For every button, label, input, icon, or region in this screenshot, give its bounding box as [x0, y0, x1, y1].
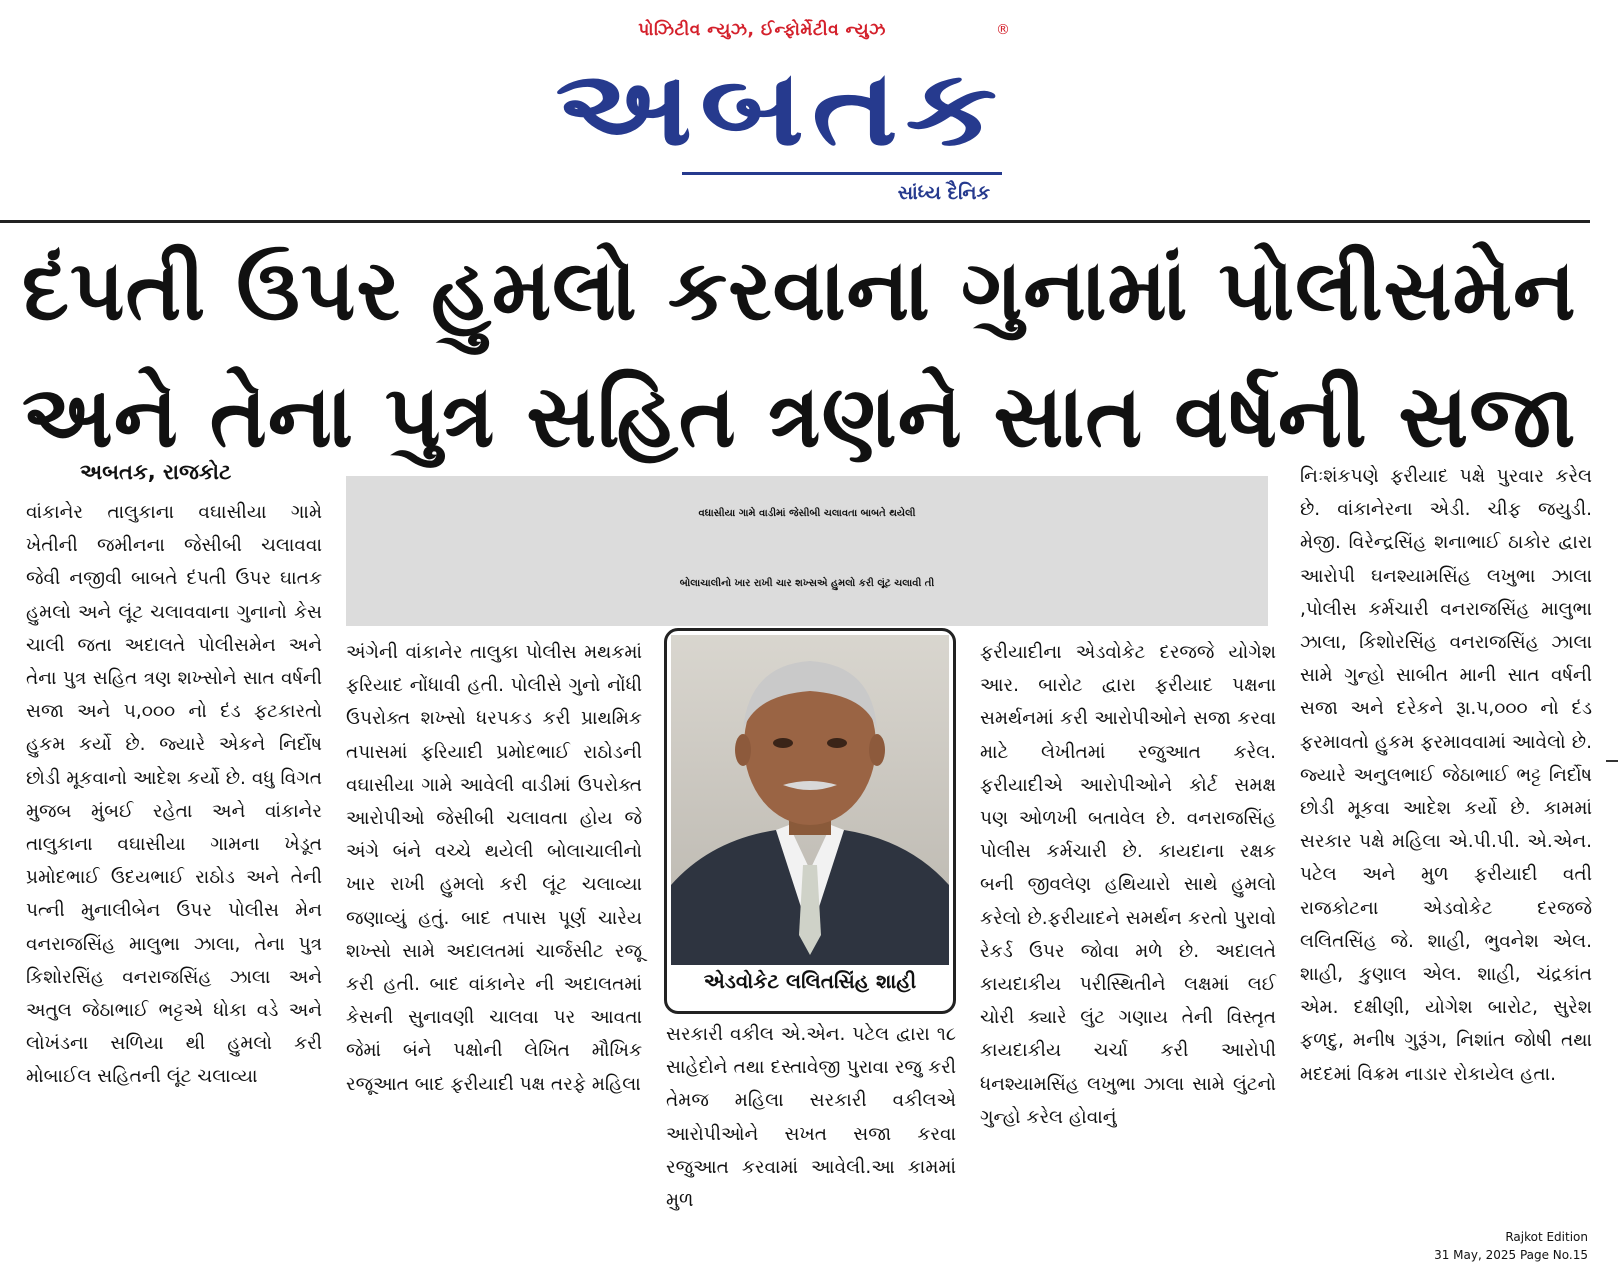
newspaper-logo: અબતક	[555, 47, 1005, 169]
column-1-text: વાંકાનેર તાલુકાના વઘાસીયા ગામે ખેતીની જમીનના જેસીબી ચલાવવા જેવી નજીવી બાબતે દંપતી ઉપર ઘાતક હુમલો અને લૂંટ ચલાવવાના ગુનાનો કેસ ચાલી જતા અદાલતે પોલીસમેન અને તેના પુત્ર સહિત ત્રણ શખ્સોને સાત વર્ષની સજા અને ૫,૦૦૦ નો દંડ ફટકારતો હુકમ કર્યો છે. જ્યારે એકને નિર્દોષ છોડી મૂકવાનો આદેશ કર્યો છે. વધુ વિગત મુજબ મુંબઈ રહેતા અને વાંકાનેર તાલુકાના વઘાસીયા ગામના ખેડૂત પ્રમોદભાઈ ઉદયભાઈ રાઠોડ અને તેની પત્ની મુનાલીબેન ઉપર પોલીસ મેન વનરાજસિંહ માલુભા ઝાલા, તેના પુત્ર કિશોરસિંહ વનરાજસિંહ ઝાલા અને અતુલ જેઠાભાઈ ભટ્ટએ ધોકા વડે અને લોખંડના સળિયા થી હુમલો કરી મોબાઈલ સહિતની લૂંટ ચલાવ્યા	[26, 502, 322, 1088]
headline-line-1: દંપતી ઉપર હુમલો કરવાના ગુનામાં પોલીસમેન	[22, 241, 1577, 339]
column-2-text: અંગેની વાંકાનેર તાલુકા પોલીસ મથકમાં ફરિયાદ નોંધાવી હતી. પોલીસે ગુનો નોંધી ઉપરોક્ત શખ્સો ધરપકડ કરી પ્રાથમિક તપાસમાં ફરિયાદી પ્રમોદભાઈ રાઠોડની વઘાસીયા ગામે આવેલી વાડીમાં ઉપરોક્ત આરોપીઓ જેસીબી ચલાવતા હોય જે અંગે બંને વચ્ચે થયેલી બોલાચાલીનો ખાર રાખી હુમલો કરી લૂંટ ચલાવ્યા જણાવ્યું હતું. બાદ તપાસ પૂર્ણ ચારેય શખ્સો સામે અદાલતમાં ચાર્જસીટ રજૂ કરી હતી. બાદ વાંકાનેર ની અદાલતમાં કેસની સુનાવણી ચાલવા પર આવતા જેમાં બંને પક્ષોની લેખિત મૌખિક રજૂઆત બાદ ફરીયાદી પક્ષ તરફે મહિલા	[346, 642, 642, 1095]
subheadline-box	[346, 476, 1268, 626]
article-column-5	[1300, 460, 1592, 1091]
headline-line-2: અને તેના પુત્ર સહિત ત્રણને સાત વર્ષની સજા	[22, 367, 1577, 467]
page-edge-mark	[1606, 760, 1618, 762]
footer-date-page: 31 May, 2025 Page No.15	[1434, 1248, 1588, 1262]
page-footer	[1434, 1228, 1588, 1264]
subheadline-line-1: વઘાસીયા ગામે વાડીમાં જેસીબી ચલાવતા બાબતે થયેલી	[698, 508, 916, 519]
masthead-tagline: પોઝિટીવ ન્યુઝ, ઈન્ફોર્મેટીવ ન્યુઝ	[638, 20, 886, 40]
footer-edition: Rajkot Edition	[1505, 1230, 1588, 1244]
article-column-3	[666, 1018, 956, 1217]
advocate-photo	[664, 628, 956, 1014]
registered-mark: ®	[996, 22, 1010, 38]
subheadline-line-2: બોલાચાલીનો ખાર રાખી ચાર શખ્સએ હુમલો કરી લૂંટ ચલાવી તી	[679, 578, 935, 589]
masthead	[555, 14, 1040, 209]
portrait-image	[671, 635, 949, 965]
article-column-4	[980, 636, 1276, 1134]
edition-type: સાંધ્ય દૈનિક	[897, 182, 990, 204]
masthead-divider	[0, 220, 1590, 223]
column-4-text: ફરીયાદીના એડવોકેટ દરજજે યોગેશ આર. બારોટ દ્વારા ફરીયાદ પક્ષના સમર્થનમાં કરી આરોપીઓને સજા કરવા માટે લેખીતમાં રજુઆત કરેલ. ફરીયાદીએ આરોપીઓને કોર્ટ સમક્ષ પણ ઓળખી બતાવેલ છે. વનરાજસિંહ પોલીસ કર્મચારી છે. કાયદાના રક્ષક બની જીવલેણ હથિયારો સાથે હુમલો કરેલો છે.ફરીયાદને સમર્થન કરતો પુરાવો રેકર્ડ ઉપર જોવા મળે છે. અદાલતે કાયદાકીય પરીસ્થિતીને લક્ષમાં લઈ ચોરી ક્યારે લુંટ ગણાય તેની વિસ્તૃત કાયદાકીય ચર્ચા કરી આરોપી ધનશ્યામસિંહ લખુભા ઝાલા સામે લુંટનો ગુન્હો કરેલ હોવાનું	[980, 642, 1276, 1128]
logo-underline	[682, 172, 1002, 175]
dateline: અબતક, રાજકોટ	[80, 460, 232, 484]
article-column-1	[26, 496, 322, 1094]
column-5-text: નિઃશંકપણે ફરીયાદ પક્ષે પુરવાર કરેલ છે. વાંકાનેરના એડી. ચીફ જયુડી. મેજી. વિરેન્દ્રસિંહ શનાભાઈ ઠાકોર દ્વારા આરોપી ઘનશ્યામસિંહ લખુભા ઝાલા ,પોલીસ કર્મચારી વનરાજસિંહ માલુભા ઝાલા, કિશોરસિંહ વનરાજસિંહ ઝાલા સામે ગુન્હો સાબીત માની સાત વર્ષની સજા અને દરેકને રૂા.૫,૦૦૦ નો દંડ ફરમાવતો હુકમ ફરમાવવામાં આવેલો છે. જ્યારે અનુલભાઈ જેઠાભાઈ ભટ્ટ નિર્દોષ છોડી મૂકવા આદેશ કર્યો છે. કામમાં સરકાર પક્ષે મહિલા એ.પી.પી. એ.એન. પટેલ અને મુળ ફરીયાદી વતી રાજકોટના એડવોકેટ દરજજે લલિતસિંહ જે. શાહી, ભુવનેશ એલ. શાહી, કુણાલ એલ. શાહી, ચંદ્રકાંત એમ. દક્ષીણી, યોગેશ બારોટ, સુરેશ ફળદુ, મનીષ ગુરૂંગ, નિશાંત જોષી તથા મદદમાં વિક્રમ નાડાર રોકાયેલ હતા.	[1300, 466, 1592, 1085]
photo-caption: એડવોકેટ લલિતસિંહ શાહી	[679, 969, 941, 993]
article-column-2	[346, 636, 642, 1101]
column-3-text: સરકારી વકીલ એ.એન. પટેલ દ્વારા ૧૮ સાહેદોને તથા દસ્તાવેજી પુરાવા રજુ કરી તેમજ મહિલા સરકારી વકીલએ આરોપીઓને સખત સજા કરવા રજુઆત કરવામાં આવેલી.આ કામમાં મુળ	[666, 1024, 956, 1212]
